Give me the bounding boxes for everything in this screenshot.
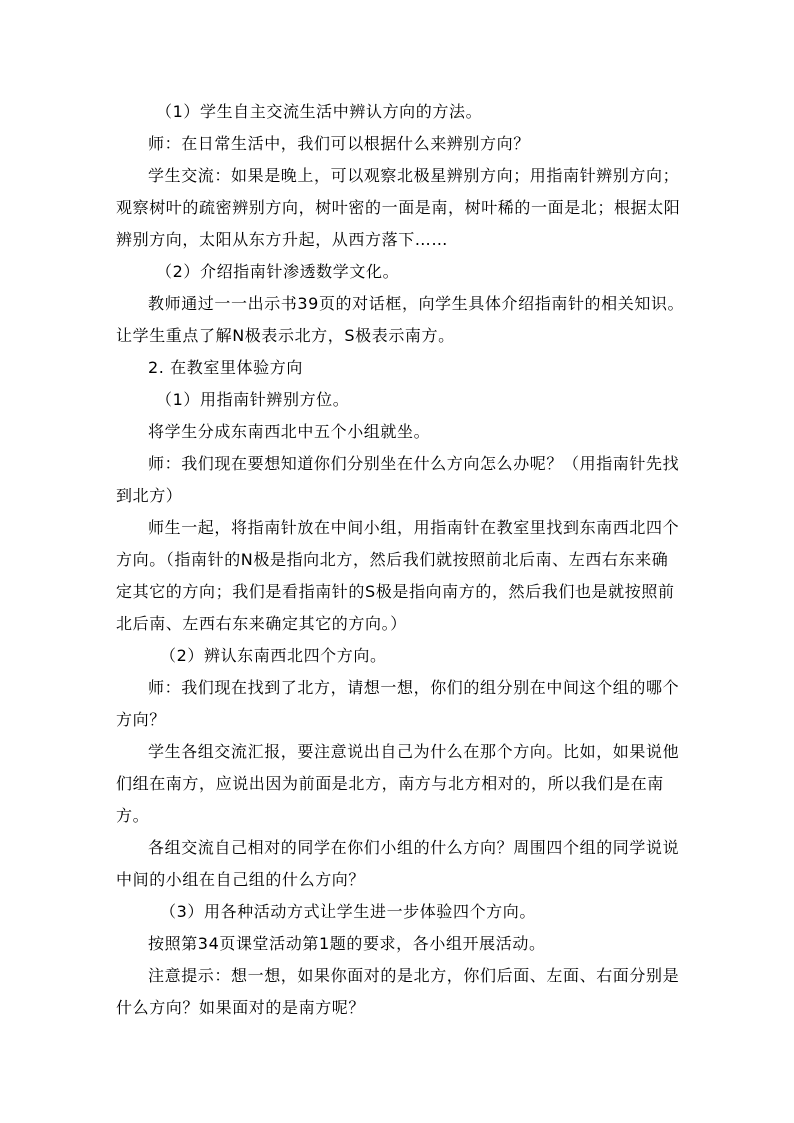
- paragraph-line: 将学生分成东南西北中五个小组就坐。: [148, 422, 431, 441]
- paragraph-line: 到北方）: [116, 486, 183, 505]
- paragraph-line: （2）辨认东南西北四个方向。: [160, 646, 387, 665]
- paragraph-line: 定其它的方向；我们是看指南针的S极是指向南方的，然后我们也是就按照前: [116, 582, 675, 601]
- paragraph-line: 学生交流：如果是晚上，可以观察北极星辨别方向；用指南针辨别方向；: [148, 166, 680, 185]
- paragraph-line: 辨别方向，太阳从东方升起，从西方落下……: [116, 230, 449, 249]
- paragraph-line: （2）介绍指南针渗透数学文化。: [156, 262, 400, 281]
- paragraph-line: 各组交流自己相对的同学在你们小组的什么方向？周围四个组的同学说说: [148, 838, 680, 857]
- paragraph-line: （1）用指南针辨别方位。: [156, 390, 350, 409]
- paragraph-line: （1）学生自主交流生活中辨认方向的方法。: [156, 102, 483, 121]
- paragraph-line: 北后南、左西右东来确定其它的方向。）: [116, 614, 407, 633]
- paragraph-line: 观察树叶的疏密辨别方向，树叶密的一面是南，树叶稀的一面是北；根据太阳: [116, 198, 681, 217]
- paragraph-line: 方向。（指南针的N极是指向北方，然后我们就按照前北后南、左西右东来确: [116, 550, 669, 569]
- paragraph-line: 什么方向？如果面对的是南方呢？: [116, 998, 366, 1017]
- section-heading: 2. 在教室里体验方向: [148, 358, 303, 377]
- paragraph-line: 师：我们现在找到了北方，请想一想，你们的组分别在中间这个组的哪个: [148, 678, 680, 697]
- paragraph-line: 方向？: [116, 710, 166, 729]
- paragraph-line: 让学生重点了解N极表示北方，S极表示南方。: [116, 326, 455, 345]
- paragraph-line: 中间的小组在自己组的什么方向？: [116, 870, 366, 889]
- paragraph-line: 学生各组交流汇报，要注意说出自己为什么在那个方向。比如，如果说他: [148, 742, 680, 761]
- paragraph-line: 师：在日常生活中，我们可以根据什么来辨别方向？: [148, 134, 530, 153]
- paragraph-line: 教师通过一一出示书39页的对话框，向学生具体介绍指南针的相关知识。: [148, 294, 685, 313]
- paragraph-line: 们组在南方，应说出因为前面是北方，南方与北方相对的，所以我们是在南: [116, 774, 664, 793]
- paragraph-line: 方。: [116, 806, 150, 825]
- paragraph-line: （3）用各种活动方式让学生进一步体验四个方向。: [160, 902, 536, 921]
- document-body: [116, 96, 685, 1024]
- paragraph-line: 注意提示：想一想，如果你面对的是北方，你们后面、左面、右面分别是: [148, 966, 680, 985]
- paragraph-line: 师：我们现在要想知道你们分别坐在什么方向怎么办呢？（用指南针先找: [148, 454, 680, 473]
- paragraph-line: 师生一起，将指南针放在中间小组，用指南针在教室里找到东南西北四个: [148, 518, 680, 537]
- paragraph-line: 按照第34页课堂活动第1题的要求，各小组开展活动。: [148, 934, 546, 953]
